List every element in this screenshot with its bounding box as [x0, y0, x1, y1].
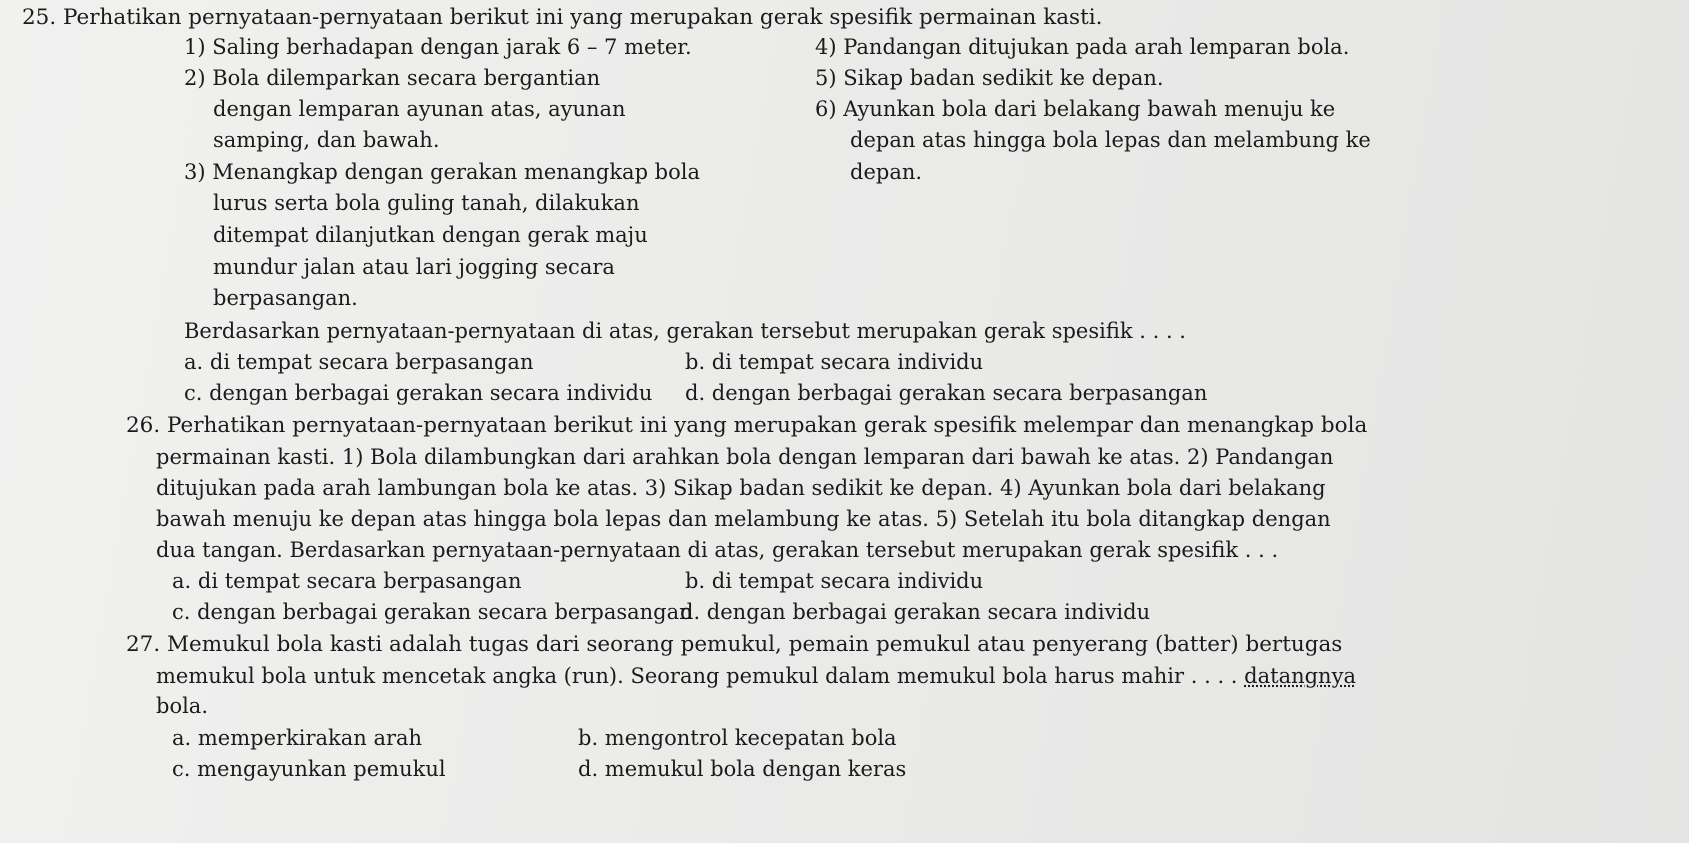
q25-question: Berdasarkan pernyataan-pernyataan di atas, gerakan tersebut merupakan gerak spesifik . . . . [184, 319, 1186, 343]
q25-header [22, 5, 1102, 31]
q25-right-item-6-cont2: depan. [850, 160, 923, 184]
q27-line-3: bola. [156, 694, 208, 718]
q25-left-item-3-cont2: ditempat dilanjutkan dengan gerak maju [213, 223, 648, 247]
q27-line-1: 27. Memukul bola kasti adalah tugas dari seorang pemukul, pemain pemukul atau penyerang (batter) bertugas [126, 632, 1343, 657]
q26-line-3: ditujukan pada arah lambungan bola ke atas. 3) Sikap badan sedikit ke depan. 4) Ayunkan bola dari belakang [156, 476, 1326, 500]
q25-option-b[interactable]: b. di tempat secara individu [685, 350, 984, 374]
q26-option-a[interactable]: a. di tempat secara berpasangan [172, 569, 522, 593]
q25-left-item-1: 1) Saling berhadapan dengan jarak 6 – 7 meter. [184, 35, 692, 59]
q25-left-item-3: 3) Menangkap dengan gerakan menangkap bola [184, 160, 701, 184]
q26-option-c[interactable]: c. dengan berbagai gerakan secara berpasangan [172, 600, 693, 624]
q25-left-item-3-cont: lurus serta bola guling tanah, dilakukan [213, 191, 640, 215]
q25-stem: Perhatikan pernyataan-pernyataan berikut ini yang merupakan gerak spesifik permainan kasti. [63, 5, 1103, 30]
q25-right-item-6-cont: depan atas hingga bola lepas dan melambung ke [850, 128, 1371, 152]
q25-left-item-3-cont4: berpasangan. [213, 286, 358, 310]
q27-option-b[interactable]: b. mengontrol kecepatan bola [578, 726, 897, 750]
q25-right-item-6: 6) Ayunkan bola dari belakang bawah menuju ke [815, 97, 1336, 121]
q25-right-item-5: 5) Sikap badan sedikit ke depan. [815, 66, 1164, 90]
q27-line-2 [156, 663, 1356, 689]
q26-option-b[interactable]: b. di tempat secara individu [685, 569, 984, 593]
q26-line-2: permainan kasti. 1) Bola dilambungkan dari arahkan bola dengan lemparan dari bawah ke atas. 2) Pandangan [156, 445, 1334, 469]
q25-option-c[interactable]: c. dengan berbagai gerakan secara individu [184, 381, 653, 405]
q27-option-d[interactable]: d. memukul bola dengan keras [578, 757, 907, 781]
q27-line-2-text: memukul bola untuk mencetak angka (run). Seorang pemukul dalam memukul bola harus mahir . . . . [156, 664, 1238, 688]
q26-line-1: 26. Perhatikan pernyataan-pernyataan berikut ini yang merupakan gerak spesifik melempar dan menangkap bola [126, 413, 1368, 438]
q25-left-item-3-cont3: mundur jalan atau lari jogging secara [213, 255, 615, 279]
q25-right-item-4: 4) Pandangan ditujukan pada arah lemparan bola. [815, 35, 1350, 59]
q25-left-item-2: 2) Bola dilemparkan secara bergantian [184, 66, 601, 90]
q26-line-4: bawah menuju ke depan atas hingga bola lepas dan melambung ke atas. 5) Setelah itu bola ditangkap dengan [156, 507, 1331, 531]
q26-option-d[interactable]: d. dengan berbagai gerakan secara individu [680, 600, 1151, 624]
q26-line-5: dua tangan. Berdasarkan pernyataan-pernyataan di atas, gerakan tersebut merupakan gerak spesifik . . . [156, 538, 1279, 562]
q25-number: 25. [22, 5, 57, 30]
q25-left-item-2-cont: dengan lemparan ayunan atas, ayunan [213, 97, 626, 121]
q27-line-2-tail: datangnya [1244, 664, 1356, 688]
q27-option-c[interactable]: c. mengayunkan pemukul [172, 757, 446, 781]
q27-option-a[interactable]: a. memperkirakan arah [172, 726, 423, 750]
q25-left-item-2-cont2: samping, dan bawah. [213, 128, 440, 152]
q25-option-a[interactable]: a. di tempat secara berpasangan [184, 350, 534, 374]
q25-option-d[interactable]: d. dengan berbagai gerakan secara berpasangan [685, 381, 1208, 405]
